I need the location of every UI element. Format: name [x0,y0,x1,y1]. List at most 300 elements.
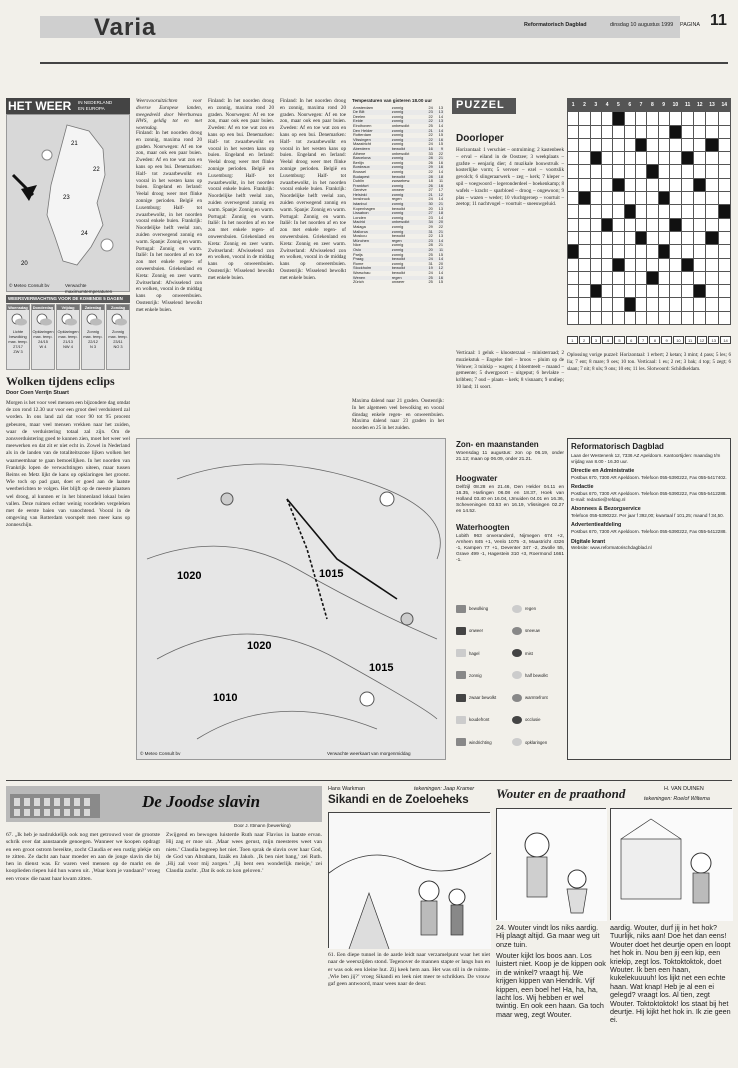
puzzle-cell[interactable] [579,152,590,165]
puzzle-cell[interactable] [669,125,681,138]
puzzle-cell[interactable] [669,258,681,271]
puzzle-cell[interactable] [718,205,730,218]
puzzle-cell[interactable] [647,192,658,205]
legend-label: koudefront [469,717,490,723]
puzzle-cell[interactable] [624,138,635,151]
comic2-text-2: Wouter kijkt los boos aan. Los luistert niet. Koop je de kippen ook in de winkel? vraagt hij. We krijgen kippen van Hendrik. Vijf kippen, een boel he! Ha, ha, ha, lacht los. Wij hebben er wel twintig. En ook een haan. Ga toch maar weg, zegt Wouter. [496,951,606,1019]
puzzle-cell[interactable] [694,138,706,151]
puzzle-cell[interactable] [706,138,718,151]
puzzle-cell[interactable] [682,258,694,271]
puzzle-cell[interactable] [647,298,658,311]
puzzle-cell[interactable] [647,165,658,178]
puzzle-cell[interactable] [635,112,646,125]
temps-cell: zonnig [391,251,404,257]
puzzle-cell[interactable] [706,231,718,244]
puzzle-key-cell: 14 [720,336,731,344]
temps-cell: Budapest [352,175,391,180]
puzzle-cell[interactable] [601,245,612,258]
puzzle-cell[interactable] [647,231,658,244]
puzzle-cell[interactable] [658,285,669,298]
puzzle-cell[interactable] [647,178,658,191]
puzzle-grid [567,98,731,325]
temps-cell: Lissabon [352,211,391,216]
puzzle-cell[interactable] [694,285,706,298]
puzzle-cell[interactable] [568,112,579,125]
puzzle-cell[interactable] [647,218,658,231]
temps-cell: 13 [438,205,443,211]
map-temp: 20 [21,261,28,267]
puzzle-cell[interactable] [682,112,694,125]
puzzle-cell[interactable] [669,298,681,311]
temps-cell: zonnig [391,119,424,124]
puzzle-cell[interactable] [658,231,669,244]
puzzle-cell[interactable] [624,311,635,324]
puzzle-cell[interactable] [635,258,646,271]
temps-cell: 11 [438,178,443,184]
europe-sidebar-text-2: Finland: In het noorden droog en zonnig, maxima rond 20 graden. Noorwegen: Af en toe zon, maar ook een paar buien. Zweden: Af en toe wat zon en kans op een bui. Denemarken: Half- tot zwaarbewolkt en vooral in het westen kans op buien. Engeland en Ierland: Veelal droog weer met flinke zonnige perioden. België en Luxemburg: Half- tot zwaarbewolkt, in het noorden vooral enkele buien. Frankrijk: Noordelijke helft veelal zon, zuiden overwegend zonnig en warm. Spanje: Zonnig en warm. Portugal: Zonnig en warm. Italië: In het noorden af en toe zon met enkele regen- of onweersbuien. Griekenland en Kreta: Zonnig en zeer warm. Zwitserland: Afwisselend zon en wolken, vooral in de middag kans op onweersbuien. Oostenrijk: Wisselend bewolkt met enkele buien. [208,98,274,281]
puzzle-cell[interactable] [718,258,730,271]
puzzle-cell[interactable] [601,258,612,271]
puzzle-cell[interactable] [658,125,669,138]
puzzle-cell[interactable] [568,218,579,231]
puzzle-cell[interactable] [613,298,624,311]
puzzle-cell[interactable] [613,311,624,324]
puzzle-cell[interactable] [682,298,694,311]
puzzle-cell[interactable] [568,192,579,205]
puzzle-cell[interactable] [706,258,718,271]
puzzle-col-numbers [568,99,731,112]
puzzle-cell[interactable] [718,192,730,205]
puzzle-cell[interactable] [669,271,681,284]
temps-cell: 14 [438,168,443,174]
isobar-line [197,711,377,739]
isobar-line [157,634,437,719]
legend-icon [512,649,522,657]
puzzle-cell[interactable] [694,231,706,244]
puzzle-cell[interactable] [579,285,590,298]
colofon-sec4: Advertentieafdeling [571,522,622,529]
puzzle-cell[interactable] [613,178,624,191]
puzzle-cell[interactable] [635,152,646,165]
puzzle-cell[interactable] [624,271,635,284]
temps-cell: 15 [438,141,443,147]
puzzle-cell[interactable] [579,125,590,138]
puzzle-cell[interactable] [579,271,590,284]
puzzle-cell[interactable] [568,138,579,151]
puzzle-cell[interactable] [601,192,612,205]
colofon-sec4-text: Postbus 670, 7300 AR Apeldoorn. Telefoon 055-5390222, Fax 055-5412288. [571,528,727,534]
puzzle-cell[interactable] [613,245,624,258]
comic2-text-3: aardig. Wouter, durf jij in het hok? Tuurlijk, niks aan! Doe het dan eens! Wouter doet het deurtje open en loopt het hok in. Nou ben jij een kip, een kriekip, zegt los. Toktoktoktok, doet Wouter. Ik ben een haan, kukelekuuuuh! los lijkt net een echte haan. Wat knap! Heb je al een ei gelegd? vraagt los. Al tien, zegt Wouter. Toktoktoktok! los staat bij het deurtje. Hij kijkt het hok in. Ik zie geen ei. [610,923,731,1025]
puzzle-cell[interactable] [647,245,658,258]
puzzle-cell[interactable] [635,218,646,231]
puzzle-cell[interactable] [601,165,612,178]
puzzle-cell[interactable] [613,125,624,138]
puzzle-cell[interactable] [624,192,635,205]
puzzle-cell[interactable] [706,205,718,218]
puzzle-cell[interactable] [635,298,646,311]
puzzle-cell[interactable] [682,165,694,178]
puzzle-cell[interactable] [624,125,635,138]
puzzle-cell[interactable] [706,165,718,178]
puzzle-cell[interactable] [579,298,590,311]
forecast-wind: NW 4 [63,344,73,349]
puzzle-cell[interactable] [590,311,601,324]
temps-cell: Vlissingen [352,138,391,143]
puzzle-cell[interactable] [613,152,624,165]
weather-article-byline: Door Coen Verrijn Stuart [6,390,69,396]
puzzle-cell[interactable] [658,165,669,178]
puzzle-cell[interactable] [624,112,635,125]
puzzle-cell[interactable] [601,218,612,231]
puzzle-cell[interactable] [647,311,658,324]
puzzle-cell[interactable] [579,205,590,218]
puzzle-cell[interactable] [694,112,706,125]
puzzle-cell[interactable] [658,178,669,191]
puzzle-cell[interactable] [568,271,579,284]
legend-label: zonnig [469,672,482,678]
puzzle-key-cell: 10 [673,336,684,344]
puzzle-cell[interactable] [601,112,612,125]
puzzle-cell[interactable] [601,152,612,165]
puzzle-cell[interactable] [568,205,579,218]
puzzle-cell[interactable] [579,218,590,231]
puzzle-cell[interactable] [579,245,590,258]
puzzle-cell[interactable] [718,152,730,165]
puzzle-cell[interactable] [694,178,706,191]
temps-cell: Dublin [353,178,365,184]
puzzle-cell[interactable] [579,258,590,271]
puzzle-cell[interactable] [635,271,646,284]
temps-cell: 18 [428,178,433,184]
puzzle-cell[interactable] [658,205,669,218]
forecast-weather-icon [108,310,128,328]
puzzle-cell[interactable] [624,205,635,218]
puzzle-cell[interactable] [718,231,730,244]
puzzle-cell[interactable] [694,152,706,165]
puzzle-cell[interactable] [647,258,658,271]
puzzle-cell[interactable] [682,285,694,298]
comic1-author: Hans Warkman [328,786,365,792]
puzzle-cell[interactable] [579,138,590,151]
puzzle-cell[interactable] [658,192,669,205]
puzzle-cell[interactable] [718,245,730,258]
puzzle-cell[interactable] [590,192,601,205]
colofon-digital-text: Website: www.reformatorischdagblad.nl [571,545,652,551]
puzzle-cell[interactable] [658,298,669,311]
puzzle-title: Doorloper [456,133,504,144]
puzzle-cell[interactable] [624,245,635,258]
puzzle-cell[interactable] [613,205,624,218]
puzzle-cell[interactable] [590,138,601,151]
puzzle-cell[interactable] [579,178,590,191]
puzzle-cell[interactable] [682,271,694,284]
temps-cell: 23 [424,110,434,115]
puzzle-cell[interactable] [669,231,681,244]
puzzle-cell[interactable] [694,298,706,311]
puzzle-cell[interactable] [682,311,694,324]
puzzle-banner: PUZZEL [452,98,516,114]
temps-cell: Mallorca [352,230,391,235]
puzzle-cell[interactable] [706,192,718,205]
puzzle-cell[interactable] [706,218,718,231]
puzzle-cell[interactable] [706,271,718,284]
puzzle-cell[interactable] [706,285,718,298]
pressure-credit: © Meteo Consult bv [140,751,181,756]
weather-legend [456,604,564,760]
puzzle-cell[interactable] [718,178,730,191]
puzzle-cell[interactable] [624,218,635,231]
puzzle-cell[interactable] [624,298,635,311]
puzzle-cell[interactable] [718,125,730,138]
puzzle-cell[interactable] [658,138,669,151]
puzzle-cell[interactable] [658,112,669,125]
puzzle-cell[interactable] [718,112,730,125]
puzzle-cell[interactable] [590,231,601,244]
puzzle-cell[interactable] [635,231,646,244]
puzzle-cell[interactable] [590,125,601,138]
isobar-label: 1015 [369,662,394,674]
puzzle-cell[interactable] [568,178,579,191]
puzzle-cell[interactable] [568,285,579,298]
puzzle-cell[interactable] [718,285,730,298]
comic2-panel-2 [610,808,732,920]
puzzle-cell[interactable] [590,298,601,311]
puzzle-cell[interactable] [682,152,694,165]
cloud-icon [221,493,233,505]
puzzle-cell[interactable] [590,285,601,298]
puzzle-cell[interactable] [579,192,590,205]
temps-cell: Istanbul [352,202,391,207]
puzzle-cell[interactable] [718,165,730,178]
warm-front [287,499,327,619]
legend-label: half bewolkt [525,672,548,678]
puzzle-cell[interactable] [647,138,658,151]
puzzle-cell[interactable] [647,125,658,138]
temps-cell: 24 [428,196,433,202]
puzzle-cell[interactable] [682,138,694,151]
puzzle-cell[interactable] [590,112,601,125]
temps-cell: 17 [438,187,443,193]
puzzle-cell[interactable] [682,205,694,218]
forecast-weather-icon [58,310,78,328]
puzzle-cell[interactable] [718,311,730,324]
puzzle-cell[interactable] [568,258,579,271]
puzzle-cell[interactable] [590,258,601,271]
puzzle-cell[interactable] [613,138,624,151]
puzzle-row [568,138,731,151]
puzzle-cell[interactable] [658,311,669,324]
puzzle-cell[interactable] [669,165,681,178]
puzzle-cell[interactable] [568,125,579,138]
puzzle-cell[interactable] [706,311,718,324]
puzzle-cell[interactable] [658,218,669,231]
puzzle-cell[interactable] [613,165,624,178]
puzzle-cell[interactable] [635,192,646,205]
puzzle-cell[interactable] [694,245,706,258]
forecast-day-name: Vrijdag [57,305,79,310]
puzzle-cell[interactable] [658,258,669,271]
puzzle-cell[interactable] [718,138,730,151]
puzzle-cell[interactable] [613,218,624,231]
temps-cell: zonnig [391,230,424,235]
puzzle-row [568,298,731,311]
puzzle-row [568,258,731,271]
puzzle-cell[interactable] [579,165,590,178]
puzzle-cell[interactable] [718,271,730,284]
puzzle-cell[interactable] [694,205,706,218]
comic1-text: 61. Een diepe tunnel in de aarde leidt naar verzamelpunt waar het niet naar de weerszijden stond. Tegenover de mannen stapte er langs hun en er was ook een kleine hut. Zij keek hem aan. Het was stil in de ruimte. ‚Wie ben jij?’ vroeg Sikandi en leek niet meer te schrikken. De vrouw gaf geen antwoord, maar wees naar de deur. [328,952,490,988]
puzzle-cell[interactable] [682,218,694,231]
puzzle-cell[interactable] [613,231,624,244]
story-byline: Door J. Ittmann (bewerking) [234,823,291,828]
puzzle-cell[interactable] [669,152,681,165]
puzzle-cell[interactable] [624,258,635,271]
puzzle-cell[interactable] [590,245,601,258]
puzzle-cell[interactable] [613,271,624,284]
puzzle-cell[interactable] [590,165,601,178]
cloud-icon [401,613,413,625]
temps-cell: 28 [424,175,434,180]
puzzle-cell[interactable] [601,178,612,191]
puzzle-cell[interactable] [601,138,612,151]
puzzle-cell[interactable] [590,271,601,284]
puzzle-cell[interactable] [635,138,646,151]
puzzle-cell[interactable] [706,112,718,125]
puzzle-cell[interactable] [568,311,579,324]
puzzle-cell[interactable] [624,231,635,244]
puzzle-cell[interactable] [568,298,579,311]
forecast-desc: Opklaringen [32,329,54,334]
map-caption: Verwachte maximumtemperaturen [65,283,113,294]
puzzle-cell[interactable] [624,152,635,165]
puzzle-cell[interactable] [601,231,612,244]
forecast-title: WEERSVERWACHTING VOOR DE KOMENDE 5 DAGEN [6,295,130,303]
puzzle-cell[interactable] [635,125,646,138]
puzzle-cell[interactable] [706,178,718,191]
puzzle-cell[interactable] [669,285,681,298]
puzzle-cell[interactable] [706,125,718,138]
puzzle-cell[interactable] [613,192,624,205]
weather-article-text: Morgen is het voor veel mensen een bijzondere dag omdat de zon rond 12.30 uur voor een groot deel verduisterd zal worden. In ons land zal dat voor 90 tot 95 procent gebeuren, maar veel mensen vrekken naar het zuiden, waar de verduistering totaal zal zijn. Om de zonsverduistering goed te kunnen zien, moet het weer wel meewerken en dat zit er niet echt in. Zowel in Nederland als in de landen van de totaliteitszone lijken wolken het waarneembaar te gaan bemoeilijken. In het noorden van Frankrijk lopen de verwachtingen uiteen, maar tussen Reims en Metz lijkt de kans op opklaringen het grootst. Wie toch op pad gaat, doet er goed aan de laatste weerberichten te volgen. Het blijft op de meeste plaatsen wel droog, al kunnen er in het binnenland lokaal buien vallen. Deze ruimen echter weinig voordelen vergeleken met de eerste baien van vanochtend. Vooral in de omgeving van Rotterdam voorspelt men meer kans op zonneschijn. [6,400,130,529]
puzzle-cell[interactable] [624,178,635,191]
puzzle-cell[interactable] [601,298,612,311]
puzzle-cell[interactable] [658,152,669,165]
puzzle-cell[interactable] [706,298,718,311]
puzzle-cell[interactable] [635,311,646,324]
puzzle-cell[interactable] [579,231,590,244]
puzzle-cell[interactable] [590,178,601,191]
temps-cell: zonnig [391,129,424,134]
puzzle-cell[interactable] [601,271,612,284]
puzzle-cell[interactable] [613,285,624,298]
colosseum-icon [6,786,106,822]
temps-cell: 20 [438,260,443,266]
puzzle-cell[interactable] [669,178,681,191]
puzzle-cell[interactable] [694,192,706,205]
puzzle-cell[interactable] [590,218,601,231]
legend-label: occlusie [525,717,541,723]
puzzle-cell[interactable] [718,218,730,231]
puzzle-cell[interactable] [568,231,579,244]
temps-cell: onbewolkt [391,150,410,156]
temps-cell: 21 [434,156,444,161]
puzzle-cell[interactable] [635,165,646,178]
puzzle-cell[interactable] [601,205,612,218]
puzzle-key-cell: 4 [602,336,613,344]
puzzle-cell[interactable] [694,258,706,271]
temps-cell: 22 [424,119,434,124]
puzzle-cell[interactable] [658,271,669,284]
puzzle-cell[interactable] [568,165,579,178]
legend-icon [512,671,522,679]
puzzle-cell[interactable] [706,152,718,165]
temps-cell: 29 [428,224,433,230]
puzzle-cell[interactable] [694,218,706,231]
puzzle-cell[interactable] [635,205,646,218]
puzzle-cell[interactable] [568,152,579,165]
puzzle-cell[interactable] [682,245,694,258]
puzzle-cell[interactable] [682,192,694,205]
puzzle-cell[interactable] [579,311,590,324]
puzzle-cell[interactable] [601,285,612,298]
puzzle-cell[interactable] [613,112,624,125]
puzzle-cell[interactable] [669,311,681,324]
puzzle-cell[interactable] [647,152,658,165]
puzzle-cell[interactable] [682,231,694,244]
puzzle-cell[interactable] [718,298,730,311]
puzzle-cell[interactable] [624,165,635,178]
puzzle-cell[interactable] [635,245,646,258]
puzzle-cell[interactable] [624,285,635,298]
puzzle-cell[interactable] [613,258,624,271]
puzzle-cell[interactable] [647,112,658,125]
puzzle-cell[interactable] [647,205,658,218]
temps-cell: zonnig [391,156,424,161]
puzzle-cell[interactable] [601,125,612,138]
story-text-2: Zwijgend en bewogen luisterde Ruth naar Flavius in laatste ervan. Hij zag er moe uit. ‚Maar wees gerust, mijn meesteres weet van niets.’ Claudia begreep het niet. Toen sprak de slavin over haar God, de God van Abraham, Izaäk en Jakob. ‚Ik ben niet bang,’ zei Ruth. ‚Hij zal voor mij zorgen.’ ‚Jij bent een wonderlijk meisje,’ zei Claudia zacht. ‚Dat ik ook zo kon geloven.’ [166,832,322,875]
puzzle-cell[interactable] [694,125,706,138]
temps-cell: 22 [428,132,433,138]
puzzle-cell[interactable] [635,285,646,298]
puzzle-cell[interactable] [590,152,601,165]
puzzle-cell[interactable] [669,192,681,205]
puzzle-cell[interactable] [647,285,658,298]
forecast-desc: Lichte bewolking [9,329,27,339]
puzzle-cell[interactable] [579,112,590,125]
puzzle-cell[interactable] [669,245,681,258]
puzzle-cell[interactable] [669,205,681,218]
puzzle-cell[interactable] [682,178,694,191]
forecast-day-name: Zondag [107,305,129,310]
puzzle-cell[interactable] [694,165,706,178]
puzzle-cell[interactable] [601,311,612,324]
puzzle-cell[interactable] [669,218,681,231]
puzzle-cell[interactable] [658,245,669,258]
temps-cell: Den Helder [352,129,391,134]
comic1-title: Sikandi en de Zoeloeheks [328,794,469,806]
puzzle-cell[interactable] [682,125,694,138]
puzzle-cell[interactable] [635,178,646,191]
puzzle-cell[interactable] [669,112,681,125]
puzzle-cell[interactable] [568,245,579,258]
puzzle-cell[interactable] [590,205,601,218]
puzzle-cell[interactable] [694,271,706,284]
puzzle-cell[interactable] [694,311,706,324]
puzzle-cell[interactable] [647,271,658,284]
puzzle-cell[interactable] [669,138,681,151]
puzzle-cell[interactable] [706,245,718,258]
